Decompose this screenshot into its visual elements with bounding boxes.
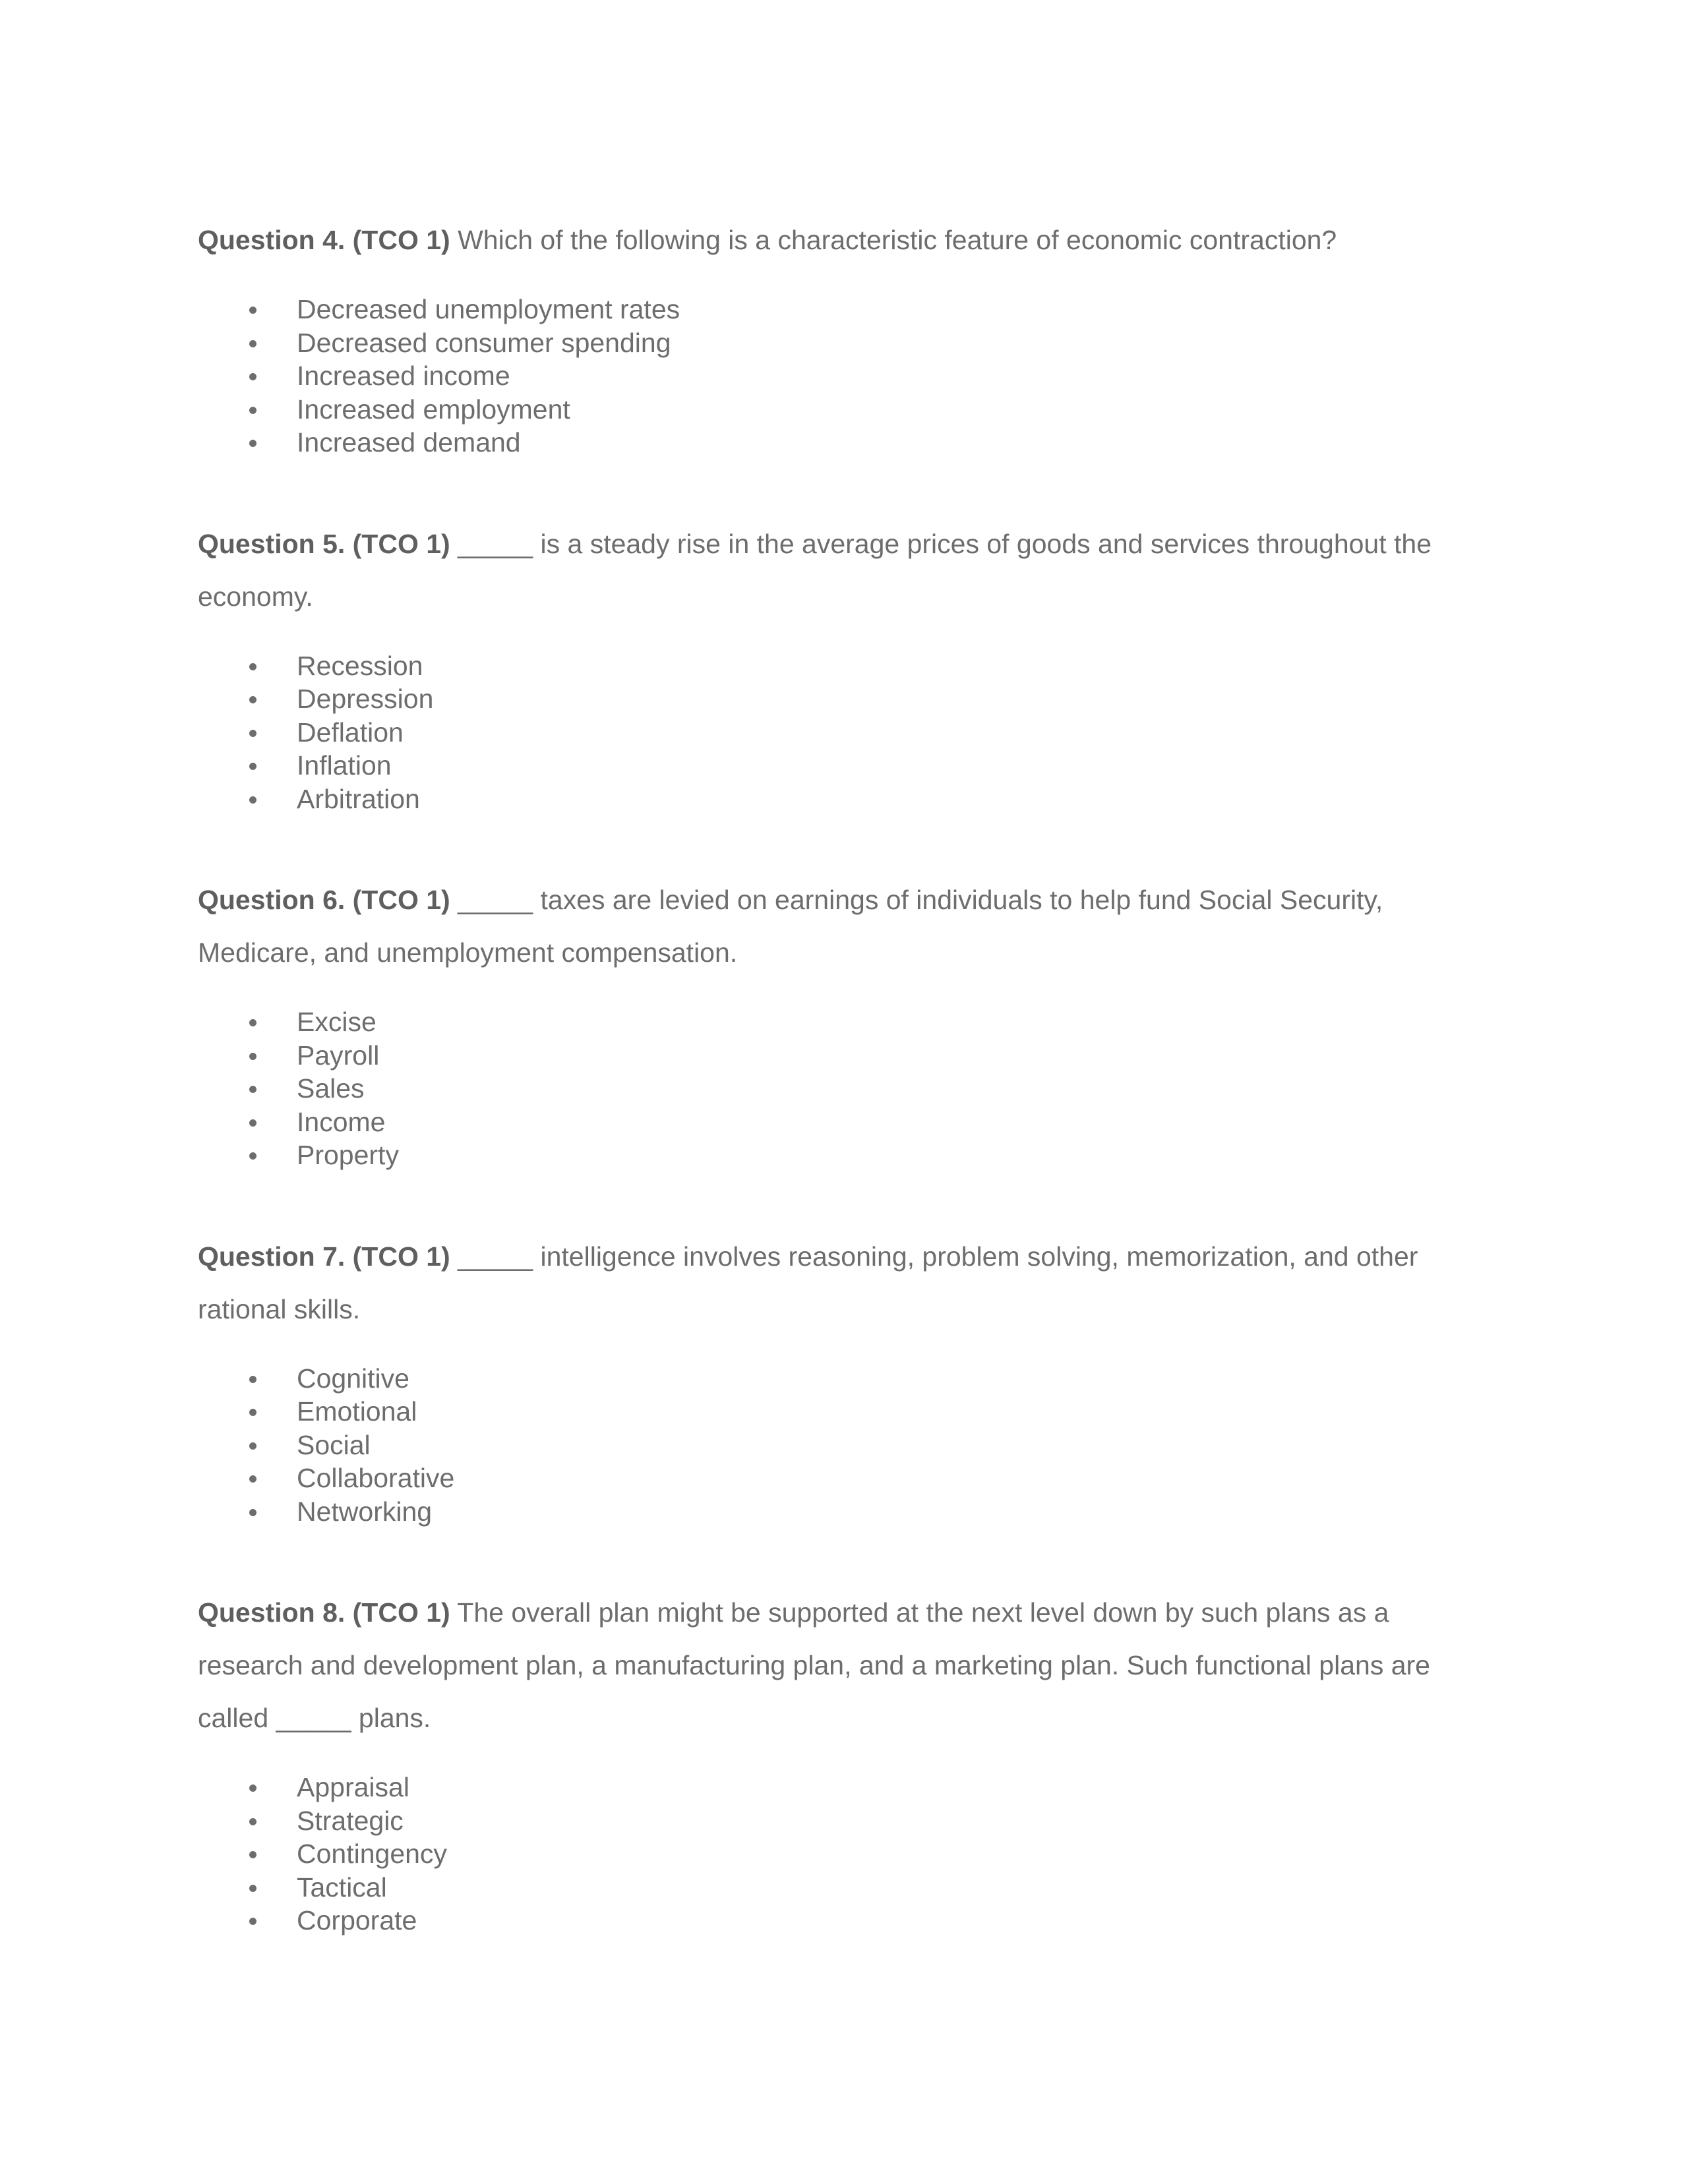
answer-option: Recession [198,649,1490,683]
answer-option: Increased income [198,359,1490,393]
question-label: Question 4. (TCO 1) [198,225,450,255]
question-label: Question 8. (TCO 1) [198,1597,450,1628]
document-page [198,214,1490,1995]
question-text [198,1586,1490,1744]
answer-option: Appraisal [198,1771,1490,1804]
bullet-icon [249,1442,256,1450]
bullet-icon [249,730,256,737]
answer-options [198,649,1490,816]
bullet-icon [249,1152,256,1160]
answer-option: Corporate [198,1904,1490,1937]
answer-options [198,1005,1490,1172]
bullet-icon [249,407,256,414]
bullet-icon [249,1509,256,1516]
bullet-icon [249,763,256,770]
bullet-icon [249,1818,256,1825]
bullet-icon [249,796,256,804]
answer-option: Strategic [198,1804,1490,1838]
bullet-icon [249,1475,256,1483]
question-8 [198,1586,1490,1937]
question-label: Question 7. (TCO 1) [198,1241,450,1272]
answer-option: Sales [198,1072,1490,1106]
bullet-icon [249,1409,256,1416]
bullet-icon [249,1053,256,1060]
answer-option: Decreased consumer spending [198,326,1490,360]
question-prompt: _____ intelligence involves reasoning, problem solving, memorization, and other rational skills. [198,1241,1418,1324]
answer-option: Emotional [198,1395,1490,1429]
question-prompt: The overall plan might be supported at the next level down by such plans as a research and development plan, a manufacturing plan, and a marketing plan. Such functional plans are called _____ plans. [198,1597,1430,1733]
answer-option: Depression [198,682,1490,716]
question-label: Question 6. (TCO 1) [198,885,450,915]
question-prompt: Which of the following is a characteristic feature of economic contraction? [450,225,1337,255]
question-5 [198,517,1490,816]
answer-option: Increased demand [198,426,1490,459]
answer-option: Inflation [198,749,1490,782]
bullet-icon [249,440,256,447]
answer-option: Contingency [198,1837,1490,1871]
answer-option: Networking [198,1495,1490,1529]
bullet-icon [249,1918,256,1925]
answer-option: Social [198,1429,1490,1462]
answer-option: Payroll [198,1039,1490,1073]
answer-option: Tactical [198,1871,1490,1904]
question-text [198,873,1490,979]
bullet-icon [249,307,256,314]
bullet-icon [249,1785,256,1792]
bullet-icon [249,696,256,703]
answer-options [198,1362,1490,1529]
answer-option: Cognitive [198,1362,1490,1396]
answer-option: Increased employment [198,393,1490,427]
answer-option: Arbitration [198,782,1490,816]
bullet-icon [249,1376,256,1383]
answer-option: Collaborative [198,1461,1490,1495]
answer-option: Property [198,1138,1490,1172]
answer-option: Excise [198,1005,1490,1039]
bullet-icon [249,1885,256,1892]
bullet-icon [249,1086,256,1093]
answer-option: Deflation [198,716,1490,750]
bullet-icon [249,340,256,347]
question-7 [198,1230,1490,1529]
question-prompt: _____ taxes are levied on earnings of individuals to help fund Social Security, Medicare, and unemployment compensation. [198,885,1383,968]
bullet-icon [249,663,256,670]
bullet-icon [249,1119,256,1127]
bullet-icon [249,1019,256,1026]
question-6 [198,873,1490,1172]
answer-option: Decreased unemployment rates [198,293,1490,326]
answer-options [198,1771,1490,1937]
question-4 [198,214,1490,459]
question-text [198,214,1490,266]
question-text [198,1230,1490,1336]
question-label: Question 5. (TCO 1) [198,528,450,559]
answer-options [198,293,1490,459]
bullet-icon [249,373,256,380]
question-prompt: _____ is a steady rise in the average prices of goods and services throughout the economy. [198,528,1432,612]
bullet-icon [249,1851,256,1858]
answer-option: Income [198,1106,1490,1139]
question-text [198,517,1490,623]
